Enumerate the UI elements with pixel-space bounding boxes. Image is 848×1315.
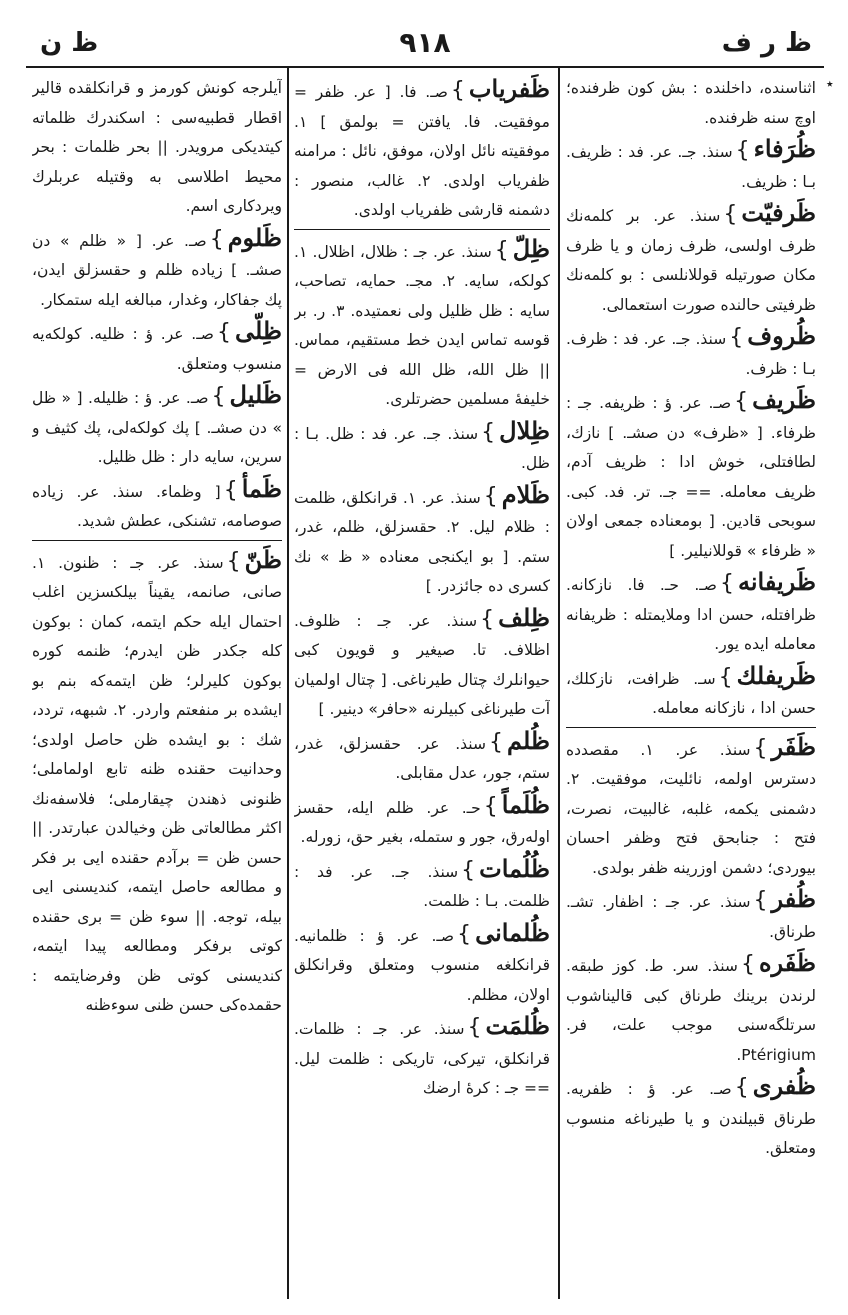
entry-headword: ظَفریاب [468, 74, 550, 103]
dictionary-entry [566, 567, 816, 661]
header-letters-left: ظ ن [40, 28, 99, 58]
entry-definition: سـ. ظرافت، نازکلك، حسن ادا ، نازکانه معامله. [566, 669, 816, 717]
dictionary-entry [566, 74, 816, 134]
entry-definition: سنذ. عر. بر کلمه‌نك ظرف اولسی، ظرف زمان و یا ظرف مکان صورتیله قوللانلسی : بو کلمه‌نك ظرفیتی حالنده صورت استعمالی. [566, 207, 816, 314]
entry-headword: ظُلمَت [485, 1011, 550, 1040]
brace-glyph: } [719, 571, 734, 596]
entry-definition: صـ. حـ. فا. نازکانه. ظرافتله، حسن ادا وملایمتله : ظریفانه معامله ایده یور. [566, 576, 816, 653]
entry-definition: صـ. عر. ؤ : ظلیله. [ « ظل » دن صشـ. ] پك کولکه‌لی، پك کثیف و سرین، سایه دار : ظل ظلیل. [32, 389, 282, 466]
brace-glyph: } [718, 664, 733, 690]
entry-definition: [ وظماء. سنذ. عر. زیاده صوصامه، تشنکی، عطش شدید. [32, 482, 282, 530]
entry-headword: ظَلام [501, 479, 550, 509]
entry-headword: ظُلمانی [475, 917, 550, 947]
dictionary-entry [294, 918, 550, 1012]
column-middle [294, 74, 550, 1297]
dictionary-entry [294, 234, 550, 416]
dictionary-entry [566, 321, 816, 385]
brace-glyph: } [223, 477, 238, 503]
dictionary-entry [32, 223, 282, 317]
entry-definition: سنذ. جـ. عر. فد : ظل. بـا : ظل. [294, 424, 550, 472]
column-divider-left [287, 68, 289, 1299]
brace-glyph: } [488, 729, 503, 755]
brace-glyph: } [480, 606, 495, 632]
dictionary-entry [566, 661, 816, 728]
entry-definition: سنذ. جـ. عر. فد : ظریف. بـا : ظریف. [566, 143, 816, 191]
entry-definition: سنذ. عر. جـ : اظفار. تشـ. طرناق. [566, 893, 816, 941]
entry-definition: سنذ. جـ. عر. فد : ظلمت. بـا : ظلمت. [294, 862, 550, 910]
entry-definition: سنذ. عر. ١. قرانکلق، ظلمت : ظلام لیل. ٢. حقسزلق، ظلم، غدر، ستم. [ بو ایکنجی معناده « ظ » نك کسری ده جائزدر. ] [294, 488, 550, 595]
entry-definition: صـ. فا. [ عر. ظفر = موفقیت. فا. یافتن = بولمق ] ١. موفقیته نائل اولان، موفق، نائل : مرامنه ظفریاب اولدی. ٢. غالب، منصور : دشمنه قارشی ظفریاب اولدی. [294, 83, 550, 219]
dictionary-entry [294, 480, 550, 603]
brace-glyph: } [483, 483, 498, 509]
entry-definition: سنذ. عر. جـ : ظلوف. اظلاف. تا. صیغیر و قویون کبی حیوانلرك چتال طیرناغی. [ چتال اولمیان آت طیرناغی کبیلرنه «حافر» دینیر. ] [294, 611, 550, 718]
entry-headword: ظُلم [506, 725, 550, 755]
entry-definition: آیلرجه کونش کورمز و قرانکلقده قالیر اقطار قطبیه‌سی : اسکندرك ظلماته کیتدیکی مرویدر. || بحر ظلمات : بحر محیط اطلاسی به وقتیله عربلرك ویردکاری اسم. [32, 79, 282, 215]
entry-headword: ظِلّ [512, 233, 550, 263]
brace-glyph: } [753, 735, 768, 761]
dictionary-entry [32, 474, 282, 541]
entry-headword: ظَریف [752, 385, 816, 414]
entry-headword: ظِلال [499, 415, 550, 445]
entry-headword: ظَرفیّت [741, 198, 816, 227]
margin-mark: ٭ [826, 76, 834, 92]
entry-definition: صـ. عر. [ « ظلم » دن صشـ. ] زیاده ظلم و حقسزلق ایدن، پك جفاکار، وغدار، مبالغه ایله ستمکار. [32, 231, 282, 309]
column-left [32, 74, 282, 1297]
entry-definition: حـ. عر. ظلم ایله، حقسز اوله‌رق، جور و ستمله، بغیر حق، زورله. [294, 798, 550, 846]
dictionary-entry [566, 198, 816, 321]
brace-glyph: } [723, 202, 738, 227]
column-divider-right [558, 68, 560, 1299]
dictionary-entry [294, 854, 550, 918]
brace-glyph: } [481, 419, 496, 445]
entry-definition: سنذ. عر. حقسزلق، غدر، ستم، جور، عدل مقابلی. [294, 734, 550, 782]
entry-headword: ظُفری [752, 1071, 816, 1100]
entry-definition: صـ. عر. ؤ : ظلمانیه. قرانکلغه منسوب ومتعلق وقرانکلق اولان، مظلم. [294, 926, 550, 1004]
dictionary-entry [32, 545, 282, 1022]
dictionary-entry [566, 948, 816, 1071]
entry-definition: سنذ. جـ. عر. فد : ظرف. بـا : ظرف. [566, 330, 816, 378]
dictionary-entry [32, 74, 282, 223]
brace-glyph: } [450, 78, 465, 103]
column-right [566, 74, 816, 1297]
entry-definition: سنذ. عر. جـ : ظنون. ١. صانی، صانمه، یقیناً بیلکسزین اغلب احتمال ایله حکم ایتمه، کمان : بوکون کله جکدر ظن ایدرم؛ ظنمه کوره بوکون کلیرلر؛ ظن ایتمه‌که بنم بو ایشده بر منفعتم واردر. ٢. شبهه، تردد، شك : بو ایشده ظن حاصل اولدی؛ وحدانیت حقنده ظنه تابع اولماملی؛ ظنونی ذهندن چیقارملی؛ فلاسفه‌نك اکثر مطالعاتی ظن وخیالدن عبارتدر. || حسن ظن = برآدم حقنده ایی بر فکر و مطالعه حاصل ایتمه، کندیسنی ایی بیله، توجه. || سوء ظن = بری حقنده کوتی برفکر ومطالعه پیدا ایتمه، کندیسنی کوتی ظن وفرضایتمه : حقمده‌کی حسن ظنی سوءظنه [32, 553, 282, 1014]
dictionary-entry [294, 74, 550, 230]
entry-headword: ظِلّی [234, 316, 282, 345]
brace-glyph: } [753, 888, 768, 913]
entry-headword: ظُفر [771, 884, 816, 913]
dictionary-entry [32, 316, 282, 380]
entry-headword: ظَنّ [244, 544, 282, 574]
page-header [26, 22, 824, 68]
entry-definition: سنذ. سر. ط. کوز طبقه. لرندن برینك طرناق کبی قالیناشوب سرتلگه‌سنی موجب علت، فر. Ptérigium. [566, 957, 816, 1064]
brace-glyph: } [211, 384, 226, 409]
page-number: ٩١٨ [399, 26, 451, 59]
dictionary-entry [294, 416, 550, 480]
brace-glyph: } [226, 548, 241, 574]
entry-headword: ظُروف [747, 321, 816, 350]
entry-headword: ظُلَماً [501, 789, 550, 819]
brace-glyph: } [729, 325, 744, 350]
brace-glyph: } [216, 320, 231, 345]
dictionary-entry [566, 134, 816, 198]
dictionary-entry [566, 732, 816, 885]
brace-glyph: } [734, 1075, 749, 1100]
entry-headword: ظَریفانه [737, 567, 816, 596]
entry-headword: ظَلیل [229, 380, 282, 409]
dictionary-entry [294, 603, 550, 726]
entry-headword: ظُلُمات [479, 853, 550, 883]
dictionary-entry [566, 884, 816, 948]
entry-headword: ظُرَفاء [753, 134, 816, 163]
brace-glyph: } [457, 921, 472, 947]
entry-definition: صـ. عر. ؤ : ظلیه. کولکه‌یه منسوب ومتعلق. [32, 325, 282, 373]
brace-glyph: } [494, 237, 509, 263]
entry-definition: سنذ. عر. جـ : ظلال، اظلال. ١. کولکه، سایه. ٢. مجـ. حمایه، تصاحب، سایه : ظل ظلیل ولی نعمتیده. ٣. ر. بر قوسه تماس ایدن خط مستقیم، مماس. || ظل الله، ظل الله فی الارض = خلیفهٔ مسلمین حضرتلری. [294, 242, 550, 408]
entry-headword: ظَلوم [227, 222, 282, 252]
entry-headword: ظَفَر [771, 731, 816, 761]
entry-definition: اثناسنده، داخلنده : بش کون ظرفنده؛ اوچ سنه ظرفنده. [566, 79, 816, 127]
entry-definition: صـ. عر. ؤ : ظفریه. طرناق قبیلندن و یا طیرناغه منسوب ومتعلق. [566, 1080, 816, 1157]
brace-glyph: } [483, 793, 498, 819]
brace-glyph: } [734, 389, 749, 414]
dictionary-entry [294, 1011, 550, 1105]
dictionary-entry [294, 790, 550, 854]
brace-glyph: } [740, 952, 755, 977]
entry-headword: ظَمأ [241, 473, 282, 503]
entry-definition: صـ. عر. ؤ : ظریفه. جـ : ظرفاء. [ «ظرف» دن صشـ. ] نازك، لطافتلی، خوش ادا : ظریف آدم، ظریف معامله. == جـ. تر. فد. کبی. سوبحی قادین. [ بومعناده جمعی اولان « ظرفاء » قوللانیلیر. ] [566, 394, 816, 560]
header-letters-right: ظ ر ف [721, 28, 812, 58]
dictionary-entry [566, 385, 816, 567]
entry-headword: ظِلف [498, 602, 550, 632]
entry-definition: سنذ. عر. جـ : ظلمات. قرانکلق، تیرکی، تاریکی : ظلمت لیل. == جـ : کرهٔ ارضك [294, 1020, 550, 1097]
brace-glyph: } [461, 857, 476, 883]
entry-definition: سنذ. عر. ١. مقصدده دسترس اولمه، نائلیت، موفقیت. ٢. دشمنی یکمه، غلبه، غالبیت، نصرت، فتح : جنابحق فتح وظفر احسان بیوردی؛ دشمن اوزرینه ظفر بولدی. [566, 740, 816, 877]
dictionary-entry [294, 726, 550, 790]
dictionary-entry [566, 1071, 816, 1165]
brace-glyph: } [735, 138, 750, 163]
brace-glyph: } [467, 1015, 482, 1040]
entry-headword: ظَفَره [758, 948, 816, 977]
brace-glyph: } [209, 226, 224, 252]
entry-headword: ظَریفلك [736, 660, 816, 690]
dictionary-entry [32, 380, 282, 474]
